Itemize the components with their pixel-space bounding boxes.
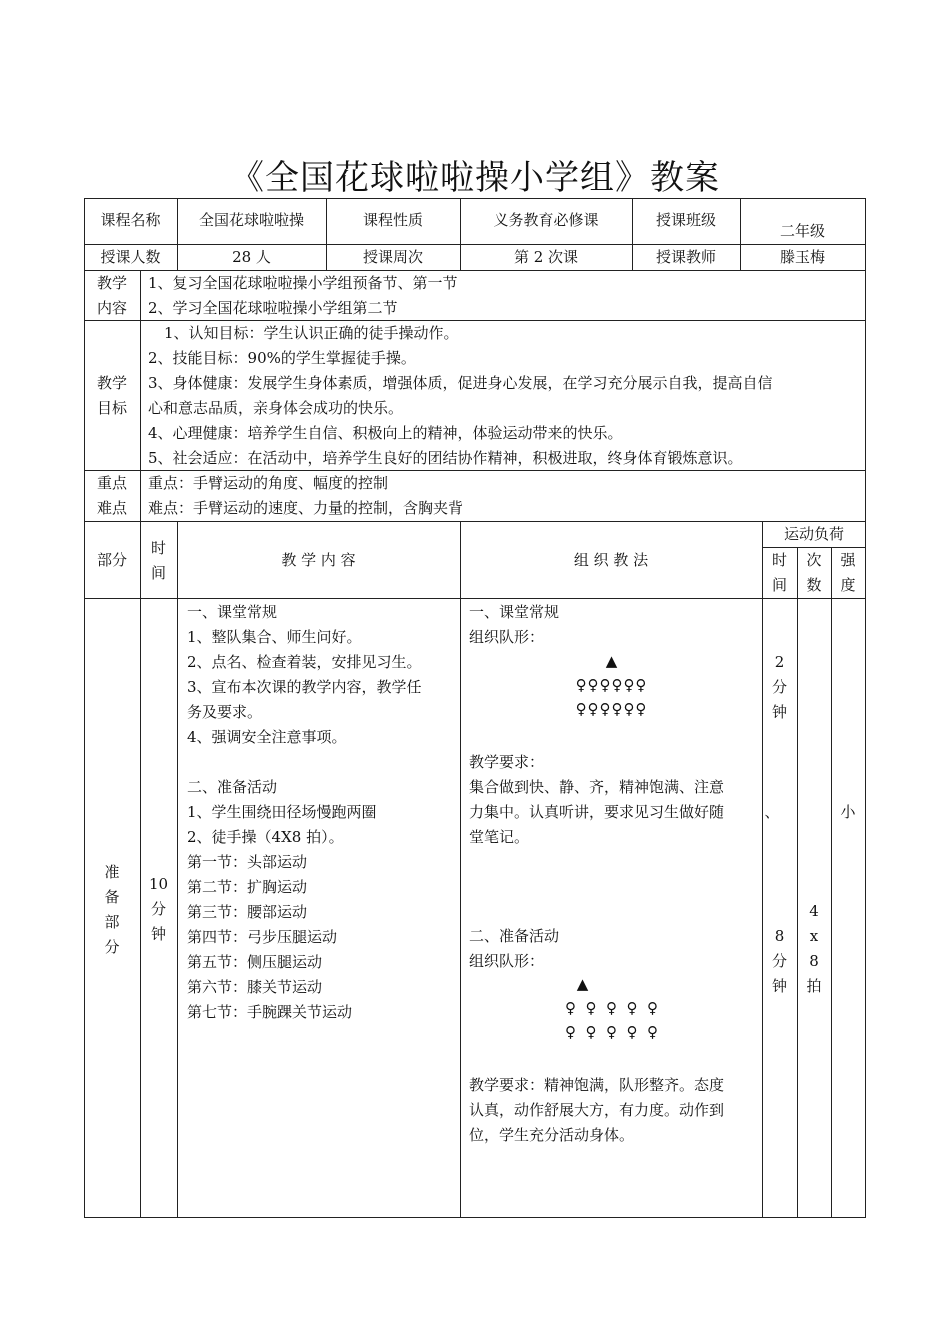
- prep-content-line: 第四节：弓步压腿运动: [187, 928, 338, 946]
- content-line: 2、学习全国花球啦啦操小学组第二节: [148, 299, 398, 317]
- goal-line: 心和意志品质，亲身体会成功的快乐。: [148, 399, 404, 417]
- content-lines: [148, 271, 858, 321]
- goal-line: 4、心理健康：培养学生自信、积极向上的精神，体验运动带来的快乐。: [148, 424, 623, 442]
- prep-content-line: 4、强调安全注意事项。: [187, 728, 347, 746]
- course-name: 全国花球啦啦操: [198, 211, 304, 229]
- method-1: [469, 600, 759, 650]
- method-1-requirements: 教学要求： 集合做到快、静、齐，精神饱满、注意 力集中。认真听讲，要求见习生做好随 堂笔记。: [469, 753, 725, 846]
- page-title: 《全国花球啦啦操小学组》教案: [230, 158, 720, 198]
- prep-content-line: 第二节：扩胸运动: [187, 878, 308, 896]
- goals-lines: [148, 321, 860, 471]
- course-type-label: 课程性质: [362, 211, 423, 229]
- formation-2: [469, 972, 754, 1044]
- prep-content-line: 1、学生围绕田径场慢跑两圈: [187, 803, 377, 821]
- formation-1: [469, 649, 754, 721]
- goal-line: 3、身体健康：发展学生身体素质，增强体质，促进身心发展，在学习充分展示自我，提高自信: [148, 374, 773, 392]
- prep-part: 准 备 部 分: [104, 863, 120, 956]
- time-header: 时 间: [150, 539, 166, 582]
- method-2: [469, 924, 759, 974]
- prep-content-line: 务及要求。: [187, 703, 263, 721]
- intensity-value: 小: [840, 803, 856, 821]
- method-2-requirements: 教学要求：精神饱满，队形整齐。态度 认真，动作舒展大方，有力度。动作到 位，学生充分活动身体。: [469, 1076, 725, 1144]
- goal-line: 5、社会适应：在活动中，培养学生良好的团结协作精神，积极进取，终身体育锻炼意识。: [148, 449, 743, 467]
- prep-content: [187, 600, 457, 1025]
- load-count-header: 次 数: [806, 551, 822, 594]
- prep-content-line: 2、徒手操（4X8 拍）。: [187, 828, 344, 846]
- student-row: ♀ ♀ ♀ ♀ ♀: [565, 999, 658, 1017]
- prep-content-line: 二、准备活动: [187, 778, 278, 796]
- student-row: ♀ ♀ ♀ ♀ ♀: [565, 1023, 658, 1041]
- week-label: 授课周次: [362, 248, 423, 266]
- prep-content-line: 3、宣布本次课的教学内容，教学任: [187, 678, 422, 696]
- class-value: 二年级: [779, 222, 825, 240]
- prep-content-line: 2、点名、检查着装，安排见习生。: [187, 653, 422, 671]
- load-time-header: 时 间: [771, 551, 787, 594]
- prep-content-line: 第三节：腰部运动: [187, 903, 308, 921]
- class-label: 授课班级: [655, 211, 716, 229]
- prep-content-line: 第六节：膝关节运动: [187, 978, 323, 996]
- method-header: 组 织 教 法: [573, 551, 649, 569]
- prep-content-line: 第五节：侧压腿运动: [187, 953, 323, 971]
- keypoint-line: 难点：手臂运动的速度、力量的控制，含胸夹背: [148, 499, 464, 517]
- load-time-1: 2 分 钟: [771, 653, 787, 721]
- content-line: 1、复习全国花球啦啦操小学组预备节、第一节: [148, 274, 458, 292]
- goal-line: 1、认知目标：学生认识正确的徒手操动作。: [164, 324, 459, 342]
- method-1-form: 组织队形：: [469, 628, 545, 646]
- keypoint-line: 重点：手臂运动的角度、幅度的控制: [148, 474, 389, 492]
- keypoints-label: 重点 难点: [96, 474, 127, 517]
- students-label: 授课人数: [100, 248, 161, 266]
- prep-content-line: [187, 750, 457, 775]
- student-row: ♀♀♀♀♀♀: [575, 700, 648, 718]
- load-intensity-header: 强 度: [840, 551, 856, 594]
- week-value: 第 2 次课: [513, 248, 579, 266]
- prep-content-line: 1、整队集合、师生问好。: [187, 628, 362, 646]
- keypoints-lines: [148, 471, 858, 521]
- method-1-title: 一、课堂常规: [469, 603, 560, 621]
- teacher-marker-icon: ▲: [576, 975, 589, 993]
- course-type: 义务教育必修课: [493, 211, 599, 229]
- teacher-label: 授课教师: [655, 248, 716, 266]
- teacher-marker-icon: ▲: [605, 652, 618, 670]
- student-row: ♀♀♀♀♀♀: [575, 676, 648, 694]
- goals-label: 教学 目标: [96, 374, 127, 417]
- prep-content-line: 第一节：头部运动: [187, 853, 308, 871]
- prep-content-line: 一、课堂常规: [187, 603, 278, 621]
- method-2-form: 组织队形：: [469, 952, 545, 970]
- content-header: 教 学 内 容: [281, 551, 356, 569]
- load-time-2: 8 分 钟: [771, 927, 787, 995]
- method-2-title: 二、准备活动: [469, 927, 560, 945]
- goal-line: 2、技能目标：90%的学生掌握徒手操。: [148, 349, 416, 367]
- prep-content-line: 第七节：手腕踝关节运动: [187, 1003, 353, 1021]
- load-count: 4 x 8 拍: [806, 902, 822, 995]
- content-label: 教学 内容: [96, 274, 127, 317]
- prep-time: 10 分 钟: [148, 875, 169, 943]
- teacher-name: 滕玉梅: [779, 248, 825, 266]
- load-header: 运动负荷: [783, 525, 844, 543]
- course-name-label: 课程名称: [100, 211, 161, 229]
- load-mark: 、: [764, 803, 780, 821]
- students-count: 28 人: [232, 248, 271, 266]
- part-header: 部分: [96, 551, 127, 569]
